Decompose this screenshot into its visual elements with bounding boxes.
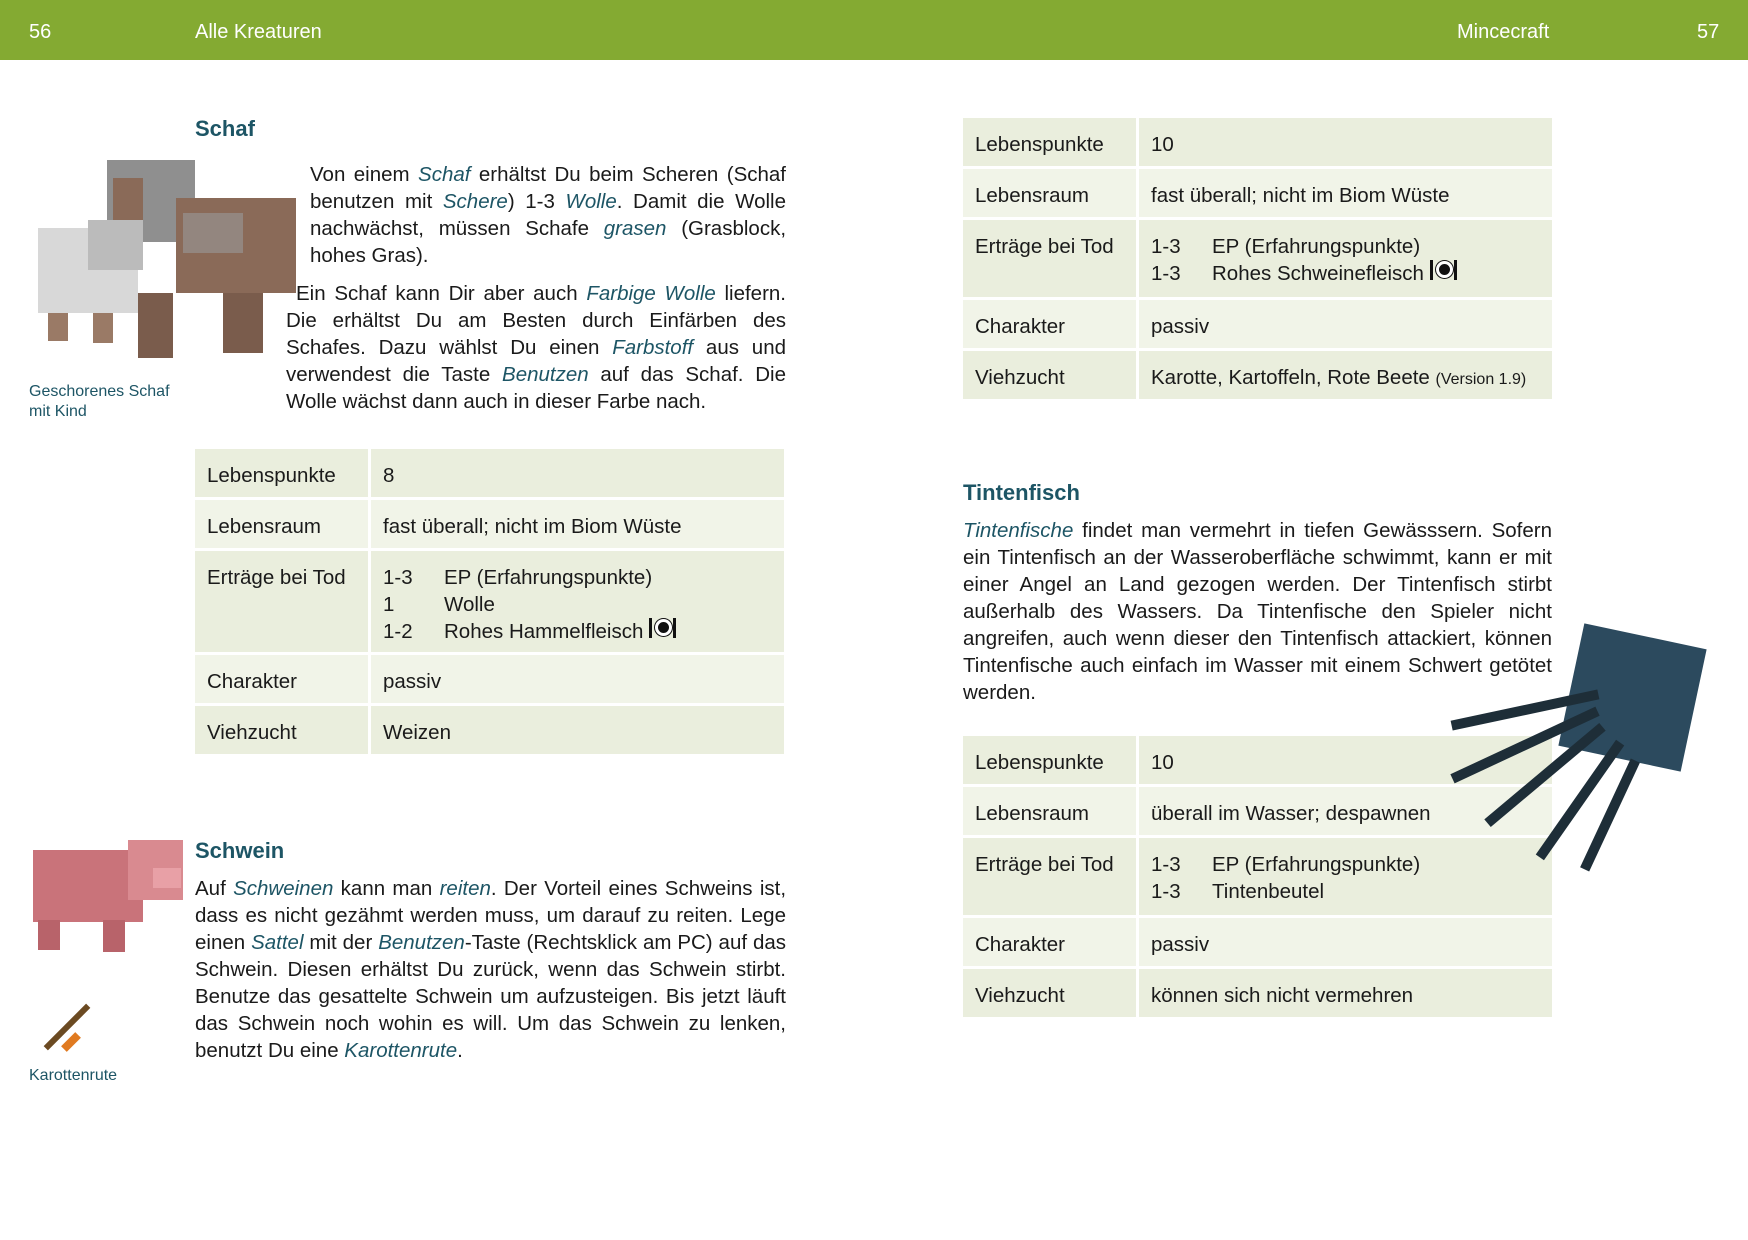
link-schaf[interactable]: Schaf (418, 163, 471, 186)
label-lebensraum: Lebensraum (963, 787, 1139, 838)
value-charakter: passiv (1139, 300, 1552, 351)
pig-image (33, 840, 183, 955)
label-viehzucht: Viehzucht (963, 351, 1139, 402)
schwein-stats-table (963, 118, 1552, 402)
label-lebenspunkte: Lebenspunkte (963, 736, 1139, 787)
label-charakter: Charakter (963, 300, 1139, 351)
label-viehzucht: Viehzucht (195, 706, 371, 757)
value-ertraege: 1-3 EP (Erfahrungspunkte) 1 Wolle 1-2 Rohes Hammelfleisch (371, 551, 784, 655)
right-page-number: 57 (1697, 21, 1720, 43)
squid-image (1440, 625, 1730, 875)
schaf-paragraph-2: Ein Schaf kann Dir aber auch Farbige Wolle liefern. Die erhältst Du am Besten durch Einfärben des Schafes. Dazu wählst Du einen Farbstoff aus und verwendest die Taste Benutzen auf das Schaf. Die Wolle wächst dann auch in dieser Farbe nach. (286, 282, 786, 413)
schwein-heading: Schwein (195, 838, 285, 863)
label-ertraege: Erträge bei Tod (963, 220, 1139, 300)
link-benutzen[interactable]: Benutzen (378, 931, 465, 954)
link-sattel[interactable]: Sattel (251, 931, 304, 954)
carrot-rod-image (33, 998, 89, 1056)
link-schweinen[interactable]: Schweinen (233, 877, 334, 900)
schaf-heading: Schaf (195, 116, 255, 141)
link-karottenrute[interactable]: Karottenrute (344, 1039, 458, 1062)
right-running-title: Mincecraft (1457, 21, 1550, 43)
value-viehzucht: Karotte, Kartoffeln, Rote Beete (Version 1.9) (1139, 351, 1552, 402)
value-lebensraum: überall im Wasser; despawnen (1139, 787, 1552, 838)
value-lebensraum: fast überall; nicht im Biom Wüste (1139, 169, 1552, 220)
schwein-text: Auf Schweinen kann man reiten. Der Vorteil eines Schweins ist, dass es nicht gezähmt werden muss, um darauf zu reiten. Lege einen Sattel mit der Benutzen-Taste (Rechtsklick am PC) auf das Schwein. Diesen erhältst Du zurück, wenn das Schwein stirbt. Benutze das gesattelte Schwein um aufzusteigen. Bis jetzt läuft das Schwein noch wohin es will. Um das Schwein zu lenken, benutzt Du eine Karottenrute. (195, 877, 787, 1062)
value-charakter: passiv (1139, 918, 1552, 969)
label-charakter: Charakter (963, 918, 1139, 969)
link-tintenfische[interactable]: Tintenfische (963, 519, 1074, 542)
label-ertraege: Erträge bei Tod (195, 551, 371, 655)
link-farbige-wolle[interactable]: Farbige Wolle (586, 282, 716, 305)
schaf-stats-table (195, 449, 784, 757)
carrot-rod-caption: Karottenrute (29, 1067, 118, 1084)
link-benutzen[interactable]: Benutzen (502, 363, 589, 386)
link-schere[interactable]: Schere (442, 190, 508, 213)
schaf-paragraph-1: Von einem Schaf erhältst Du beim Scheren (Schaf benutzen mit Schere) 1-3 Wolle. Damit die Wolle nachwächst, müssen Schafe grasen (Grasblock, hohes Gras). (310, 163, 787, 267)
link-reiten[interactable]: reiten (439, 877, 491, 900)
label-charakter: Charakter (195, 655, 371, 706)
food-plate-icon (649, 618, 675, 638)
food-plate-icon (1430, 260, 1456, 280)
label-viehzucht: Viehzucht (963, 969, 1139, 1020)
sheep-image (33, 158, 298, 358)
link-grasen[interactable]: grasen (603, 217, 667, 240)
value-charakter: passiv (371, 655, 784, 706)
value-lebenspunkte: 8 (371, 449, 784, 500)
tintenfisch-text: Tintenfische findet man vermehrt in tiefen Gewässsern. Sofern ein Tintenfisch an der Wasseroberfläche schwimmt, kann er mit einer Angel an Land gezogen werden. Der Tintenfisch stirbt außerhalb des Wassers. Da Tintenfische den Spieler nicht angreifen, auch wenn dieser den Tintenfisch attackiert, können Tintenfische auch einfach im Wasser mit einem Schwert getötet werden. (963, 519, 1552, 704)
value-ertraege: 1-3 EP (Erfahrungspunkte) 1-3 Rohes Schweinefleisch (1139, 220, 1552, 300)
label-lebenspunkte: Lebenspunkte (195, 449, 371, 500)
left-page-number: 56 (29, 21, 52, 43)
schaf-text (264, 161, 786, 426)
value-lebensraum: fast überall; nicht im Biom Wüste (371, 500, 784, 551)
label-lebensraum: Lebensraum (195, 500, 371, 551)
left-running-title: Alle Kreaturen (195, 21, 322, 43)
value-ertraege: 1-3 EP (Erfahrungspunkte) 1-3 Tintenbeutel (1139, 838, 1552, 918)
tintenfisch-heading: Tintenfisch (963, 480, 1080, 505)
value-viehzucht: können sich nicht vermehren (1139, 969, 1552, 1020)
label-ertraege: Erträge bei Tod (963, 838, 1139, 918)
link-wolle[interactable]: Wolle (565, 190, 617, 213)
page-header (0, 0, 1748, 60)
label-lebenspunkte: Lebenspunkte (963, 118, 1139, 169)
value-viehzucht: Weizen (371, 706, 784, 757)
link-farbstoff[interactable]: Farbstoff (612, 336, 694, 359)
value-lebenspunkte: 10 (1139, 736, 1552, 787)
value-lebenspunkte: 10 (1139, 118, 1552, 169)
sheep-caption: Geschorenes Schaf mit Kind (29, 383, 170, 420)
label-lebensraum: Lebensraum (963, 169, 1139, 220)
